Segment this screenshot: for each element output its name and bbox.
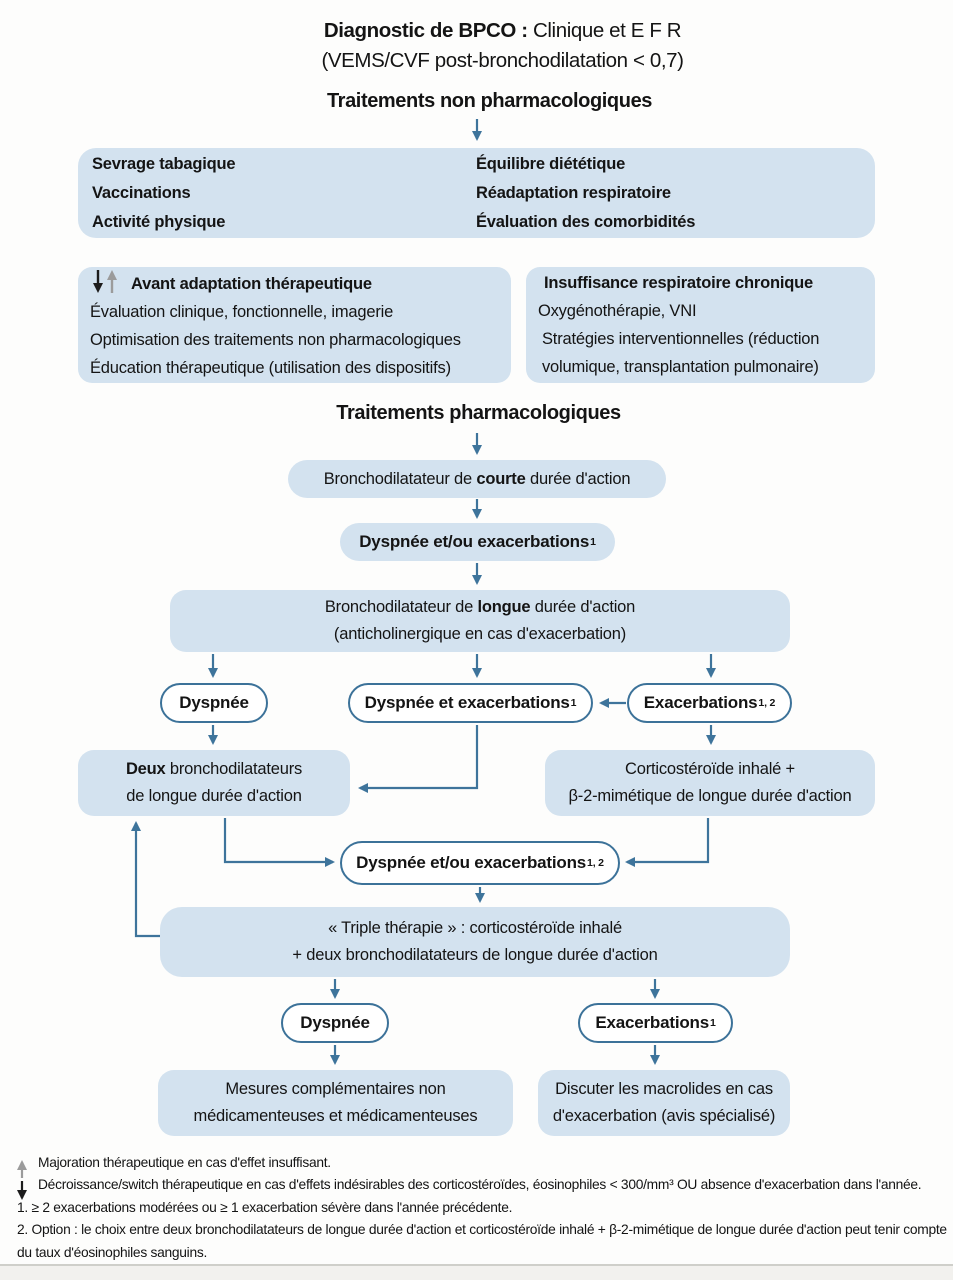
- ics-laba-line2: β-2-mimétique de longue durée d'action: [568, 787, 852, 805]
- long-bd-line1: Bronchodilatateur de longue durée d'action: [324, 598, 636, 616]
- list-item: Sevrage tabagique: [92, 154, 236, 173]
- triple-line1: « Triple thérapie » : corticostéroïde inhalé: [328, 919, 622, 937]
- heading-non-pharma: Traitements non pharmacologiques: [326, 90, 653, 112]
- footnote-down: Décroissance/switch thérapeutique en cas d'effets indésirables des corticostéroïdes, éosinophiles < 300/mm³ OU absence d'exacerbation dans l'année.: [38, 1177, 922, 1192]
- chronic-failure-title: Insuffisance respiratoire chronique: [544, 274, 813, 292]
- macrolides-line2: d'exacerbation (avis spécialisé): [552, 1107, 776, 1125]
- dual-bd-line2: de longue durée d'action: [126, 787, 302, 805]
- bottom-strip: [0, 1266, 953, 1280]
- adaptation-title: Avant adaptation thérapeutique: [131, 274, 372, 293]
- heading-pharma: Traitements pharmacologiques: [336, 402, 621, 424]
- list-item: Oxygénothérapie, VNI: [538, 302, 697, 320]
- adaptation-title-row: [90, 269, 499, 298]
- list-item: Éducation thérapeutique (utilisation des dispositifs): [90, 358, 451, 377]
- list-item: Équilibre diététique: [476, 154, 626, 173]
- status-dyspnea-2: Dyspnée: [281, 1003, 389, 1043]
- arrow-triple-feedback-to-dualbd: [136, 823, 161, 936]
- chronic-failure-box: [526, 267, 875, 383]
- short-bd-text: Bronchodilatateur de courte durée d'action: [323, 469, 631, 488]
- arrow-dualbd-to-status2: [225, 818, 333, 862]
- arrow-icslaba-to-status2: [627, 818, 708, 862]
- long-bd-box: [170, 590, 790, 652]
- footnote-2: 2. Option : le choix entre deux bronchodilatateurs de longue durée d'action et corticostéroïde inhalé + β-2-mimétique de longue durée d'action peut tenir compte du taux d'éosinophiles sanguins.: [17, 1222, 947, 1260]
- down-up-arrows-icon: [90, 269, 124, 294]
- title-line2: (VEMS/CVF post-bronchodilatation < 0,7): [321, 49, 684, 72]
- branch-exacerbations: Exacerbations 1, 2: [627, 683, 792, 723]
- arrow-dyspnea-exac-to-dualbd: [360, 725, 477, 788]
- adaptation-box: [78, 267, 511, 383]
- page-title: [0, 16, 953, 76]
- lifestyle-columns: [78, 148, 875, 238]
- complementary-line2: médicamenteuses et médicamenteuses: [193, 1107, 478, 1125]
- branch-dyspnea: Dyspnée: [160, 683, 268, 723]
- branch-dyspnea-exac: Dyspnée et exacerbations 1: [348, 683, 593, 723]
- complementary-box: [158, 1070, 513, 1136]
- macrolides-line1: Discuter les macrolides en cas: [555, 1080, 773, 1098]
- list-item: Évaluation clinique, fonctionnelle, imagerie: [90, 302, 394, 321]
- list-item: Optimisation des traitements non pharmacologiques: [90, 330, 461, 349]
- dual-bd-box: [78, 750, 350, 816]
- lifestyle-left-column: [78, 150, 476, 237]
- dual-bd-line1: Deux bronchodilatateurs: [125, 760, 303, 778]
- complementary-line1: Mesures complémentaires non: [225, 1080, 446, 1098]
- list-item: Évaluation des comorbidités: [476, 212, 696, 231]
- status-dyspnea-exac-1: Dyspnée et/ou exacerbations 1: [340, 523, 615, 561]
- list-item: Réadaptation respiratoire: [476, 183, 671, 202]
- footnote-1: 1. ≥ 2 exacerbations modérées ou ≥ 1 exacerbation sévère dans l'année précédente.: [17, 1200, 513, 1215]
- footnote-up: Majoration thérapeutique en cas d'effet insuffisant.: [38, 1155, 331, 1170]
- status-dyspnea-exac-12: Dyspnée et/ou exacerbations 1, 2: [340, 841, 620, 885]
- triple-line2: + deux bronchodilatateurs de longue durée d'action: [292, 946, 658, 964]
- status-exacerbations-2: Exacerbations 1: [578, 1003, 733, 1043]
- macrolides-box: [538, 1070, 790, 1136]
- ics-laba-box: [545, 750, 875, 816]
- short-bd-box: [288, 460, 666, 498]
- ics-laba-line1: Corticostéroïde inhalé +: [625, 760, 795, 778]
- lifestyle-right-column: [476, 150, 875, 237]
- lifestyle-box: [78, 148, 875, 238]
- list-item: Vaccinations: [92, 183, 191, 202]
- list-item: Stratégies interventionnelles (réduction volumique, transplantation pulmonaire): [542, 330, 820, 376]
- long-bd-line2: (anticholinergique en cas d'exacerbation): [333, 625, 627, 643]
- triple-therapy-box: [160, 907, 790, 977]
- list-item: Activité physique: [92, 212, 226, 231]
- title-line1: Diagnostic de BPCO : Clinique et E F R: [323, 19, 682, 42]
